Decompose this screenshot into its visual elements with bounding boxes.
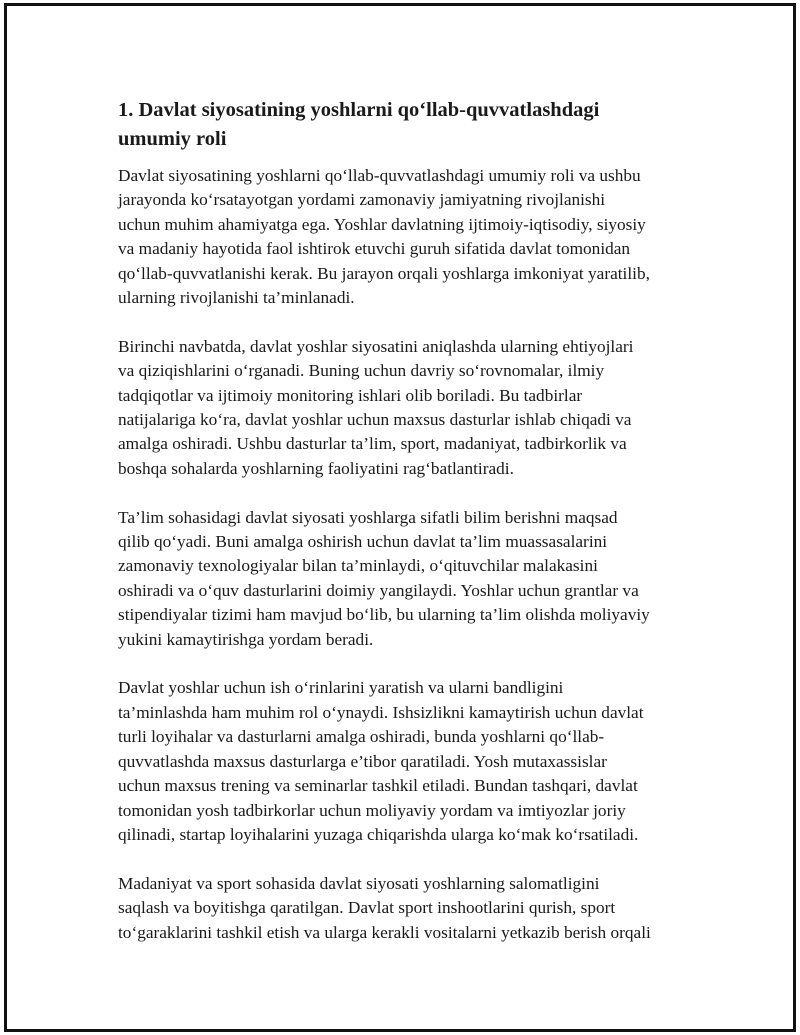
- text-line: va qiziqishlarini o‘rganadi. Buning uchun davriy so‘rovnomalar, ilmiy: [118, 361, 605, 381]
- text-line: ta’minlashda ham muhim rol o‘ynaydi. Ishsizlikni kamaytirish uchun davlat: [118, 702, 644, 722]
- text-line: ularning rivojlanishi ta’minlanadi.: [118, 288, 355, 308]
- text-line: to‘garaklarini tashkil etish va ularga kerakli vositalarni yetkazib berish orqali: [118, 922, 651, 942]
- text-line: qilib qo‘yadi. Buni amalga oshirish uchun davlat ta’lim muassasalarini: [118, 532, 608, 552]
- text-line: qilinadi, startap loyihalarini yuzaga chiqarishda ularga ko‘mak ko‘rsatiladi.: [118, 824, 639, 844]
- text-line: oshiradi va o‘quv dasturlarini doimiy yangilaydi. Yoshlar uchun grantlar va: [118, 580, 639, 600]
- text-line: yukini kamaytirishga yordam beradi.: [118, 629, 374, 649]
- text-line: uchun maxsus trening va seminarlar tashkil etiladi. Bundan tashqari, davlat: [118, 776, 638, 796]
- text-line: Davlat yoshlar uchun ish o‘rinlarini yaratish va ularni bandligini: [118, 678, 564, 698]
- section-heading: [118, 96, 698, 154]
- paragraph-5: [118, 872, 698, 945]
- text-line: tomonidan yosh tadbirkorlar uchun moliyaviy yordam va imtiyozlar joriy: [118, 800, 626, 820]
- paragraph-2: [118, 335, 698, 481]
- text-line: turli loyihalar va dasturlarni amalga oshiradi, bunda yoshlarni qo‘llab-: [118, 727, 605, 747]
- text-line: natijalariga ko‘ra, davlat yoshlar uchun maxsus dasturlar ishlab chiqadi va: [118, 410, 632, 430]
- text-line: jarayonda ko‘rsatayotgan yordami zamonaviy jamiyatning rivojlanishi: [118, 190, 606, 210]
- text-line: Birinchi navbatda, davlat yoshlar siyosatini aniqlashda ularning ehtiyojlari: [118, 336, 634, 356]
- paragraph-4: [118, 676, 698, 847]
- text-line: Madaniyat va sport sohasida davlat siyosati yoshlarning salomatligini: [118, 873, 600, 893]
- document-body: [118, 96, 698, 969]
- paragraph-1: [118, 164, 698, 310]
- text-line: qo‘llab-quvvatlanishi kerak. Bu jarayon orqali yoshlarga imkoniyat yaratilib,: [118, 263, 650, 283]
- text-line: uchun muhim ahamiyatga ega. Yoshlar davlatning ijtimoiy-iqtisodiy, siyosiy: [118, 214, 646, 234]
- text-line: Davlat siyosatining yoshlarni qo‘llab-quvvatlashdagi umumiy roli va ushbu: [118, 166, 641, 185]
- text-line: saqlash va boyitishga qaratilgan. Davlat sport inshootlarini qurish, sport: [118, 898, 616, 918]
- text-line: Ta’lim sohasidagi davlat siyosati yoshlarga sifatli bilim berishni maqsad: [118, 507, 618, 527]
- text-line: amalga oshiradi. Ushbu dasturlar ta’lim, sport, madaniyat, tadbirkorlik va: [118, 434, 627, 454]
- text-line: quvvatlashda maxsus dasturlarga e’tibor qaratiladi. Yosh mutaxassislar: [118, 751, 607, 771]
- text-line: stipendiyalar tizimi ham mavjud bo‘lib, bu ularning ta’lim olishda moliyaviy: [118, 605, 650, 625]
- text-line: va madaniy hayotida faol ishtirok etuvchi guruh sifatida davlat tomonidan: [118, 239, 631, 259]
- heading-line: 1. Davlat siyosatining yoshlarni qo‘llab-quvvatlashdagi: [118, 99, 600, 121]
- text-line: tadqiqotlar va ijtimoiy monitoring ishlari olib boriladi. Bu tadbirlar: [118, 385, 583, 405]
- text-line: boshqa sohalarda yoshlarning faoliyatini rag‘batlantiradi.: [118, 458, 514, 478]
- text-line: zamonaviy texnologiyalar bilan ta’minlaydi, o‘qituvchilar malakasini: [118, 556, 598, 576]
- paragraph-3: [118, 506, 698, 652]
- heading-line: umumiy roli: [118, 128, 227, 150]
